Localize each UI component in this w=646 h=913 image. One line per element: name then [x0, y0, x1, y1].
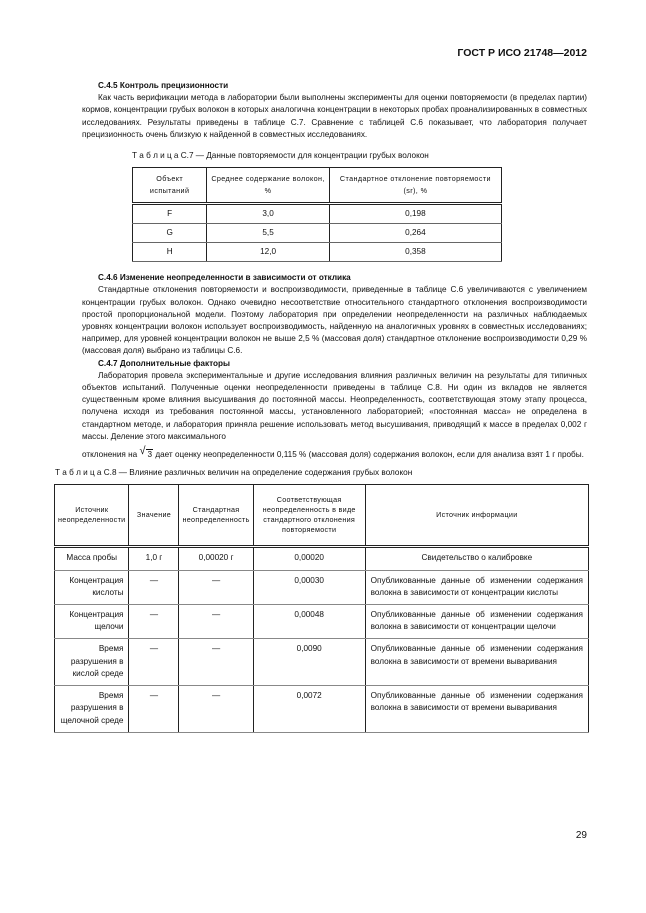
table-cell: 1,0 г — [129, 547, 179, 570]
table-cell: Опубликованные данные об изменении содержания волокна в зависимости от концентрации кислоты — [365, 570, 588, 604]
table-cell: — — [179, 570, 253, 604]
table-cell: 0,264 — [329, 224, 501, 243]
table-cell: 0,0090 — [253, 639, 365, 686]
table-cell: G — [133, 224, 207, 243]
table-cell: — — [179, 686, 253, 733]
table-cell: 0,358 — [329, 243, 501, 262]
table-cell: 0,198 — [329, 204, 501, 224]
table-c7-header-object: Объект испытаний — [133, 168, 207, 204]
table-cell: — — [129, 686, 179, 733]
table-cell: 3,0 — [207, 204, 330, 224]
table-cell: 12,0 — [207, 243, 330, 262]
page-number: 29 — [575, 830, 587, 841]
table-c8-caption: Т а б л и ц а С.8 — Влияние различных величин на определение содержания грубых волокон — [55, 468, 413, 478]
table-c8-header-corresponding: Соответствующая неопределенность в виде стандартного отклонения повторяемости — [253, 485, 365, 547]
table-row — [55, 605, 589, 639]
document-header: ГОСТ Р ИСО 21748—2012 — [457, 47, 587, 59]
table-row — [133, 204, 502, 224]
sqrt-symbol: √ 3 — [139, 445, 153, 460]
table-row — [55, 639, 589, 686]
page-body — [55, 80, 587, 733]
table-cell: H — [133, 243, 207, 262]
table-c8-header-value: Значение — [129, 485, 179, 547]
table-c8-header-info: Источник информации — [365, 485, 588, 547]
sqrt-value: 3 — [147, 450, 153, 460]
table-cell: Время разрушения в щелочной среде — [55, 686, 129, 733]
table-c7-header-sr: Стандартное отклонение повторяемости (sr), % — [329, 168, 501, 204]
table-c8-header-source: Источник неопределенности — [55, 485, 129, 547]
section-c47-formula-line — [82, 445, 587, 461]
table-row — [55, 686, 589, 733]
formula-text-after: дает оценку неопределенности 0,115 % (массовая доля) содержания волокон, если для анализа взят 1 г пробы. — [155, 450, 584, 460]
section-c46-title: С.4.6 Изменение неопределенности в зависимости от отклика — [98, 273, 351, 283]
table-cell: Опубликованные данные об изменении содержания волокна в зависимости от времени вываривания — [365, 639, 588, 686]
table-cell: 0,00020 г — [179, 547, 253, 570]
table-cell: — — [129, 639, 179, 686]
table-cell: — — [179, 605, 253, 639]
table-row — [55, 547, 589, 570]
table-cell: 0,00020 — [253, 547, 365, 570]
table-cell: — — [179, 639, 253, 686]
section-c47-text: Лаборатория провела экспериментальные и другие исследования влияния различных величин на результаты для типичных объектов испытаний. Полученные оценки неопределенности приведены в таблице С.8. Ни один из вкладов не является существенным кроме влияния высушивания до постоянной массы. Неопределенность, соответствующая этому этапу процесса, получена исходя из требования постоянной массы, установленного лабораторией; «постоянная масса» не определена в стандартном методе, и лаборатория приняла решение использовать метод высушивания, приводящий к массе в пределах 0,002 г массы. Деление этого максимального — [82, 370, 587, 441]
table-cell: — — [129, 605, 179, 639]
table-cell: Опубликованные данные об изменении содержания волокна в зависимости от концентрации щелочи — [365, 605, 588, 639]
table-cell: — — [129, 570, 179, 604]
table-cell: Свидетельство о калибровке — [365, 547, 588, 570]
table-cell: Опубликованные данные об изменении содержания волокна в зависимости от времени вываривания — [365, 686, 588, 733]
table-c7-header-mean: Среднее содержание волокон, % — [207, 168, 330, 204]
table-row — [133, 224, 502, 243]
table-cell: 0,00030 — [253, 570, 365, 604]
table-cell: Масса пробы — [55, 547, 129, 570]
table-cell: Концентрация щелочи — [55, 605, 129, 639]
table-cell: Концентрация кислоты — [55, 570, 129, 604]
table-c7-caption: Т а б л и ц а С.7 — Данные повторяемости для концентрации грубых волокон — [132, 151, 429, 161]
table-row — [133, 243, 502, 262]
section-c45-title: С.4.5 Контроль прецизионности — [98, 81, 229, 90]
table-cell: 0,0072 — [253, 686, 365, 733]
table-cell: 5,5 — [207, 224, 330, 243]
table-cell: Время разрушения в кислой среде — [55, 639, 129, 686]
table-c7 — [132, 167, 502, 262]
formula-text-before: отклонения на — [82, 450, 138, 460]
section-c45-text: Как часть верификации метода в лаборатории были выполнены эксперименты для оценки повторяемости (в пределах партии) кормов, концентрации грубых волокон в которых аналогична концентрации в некоторых пробах проанализированных в совместных исследованиях. Результаты приведены в таблице С.7. Сравнение с таблицей С.6 показывает, что лаборатория получает прецизионность очень близкую к найденной в совместных исследованиях. — [82, 93, 587, 139]
section-c47-title: С.4.7 Дополнительные факторы — [98, 358, 230, 368]
table-row — [55, 570, 589, 604]
table-cell: F — [133, 204, 207, 224]
table-cell: 0,00048 — [253, 605, 365, 639]
table-c8 — [54, 484, 589, 732]
section-c46-text: Стандартные отклонения повторяемости и воспроизводимости, приведенные в таблице С.6 увеличиваются с увеличением концентрации грубых волокон. Однако очевидно несоответствие относительного стандартного отклонения воспроизводимости простой пропорциональной модели. Поэтому лаборатория при определении неопределенности на различных наблюдаемых уровнях концентрации волокон использует воспроизводимость, найденную на аналогичных уровнях в совместных исследованиях; например, для уровней концентрации волокон не выше 2,5 % (массовая доля) стандартное отклонение воспроизводимости 0,29 % (массовая доля) выбрано из таблицы С.6. — [82, 285, 587, 356]
table-c8-header-std: Стандартная неопределенность — [179, 485, 253, 547]
